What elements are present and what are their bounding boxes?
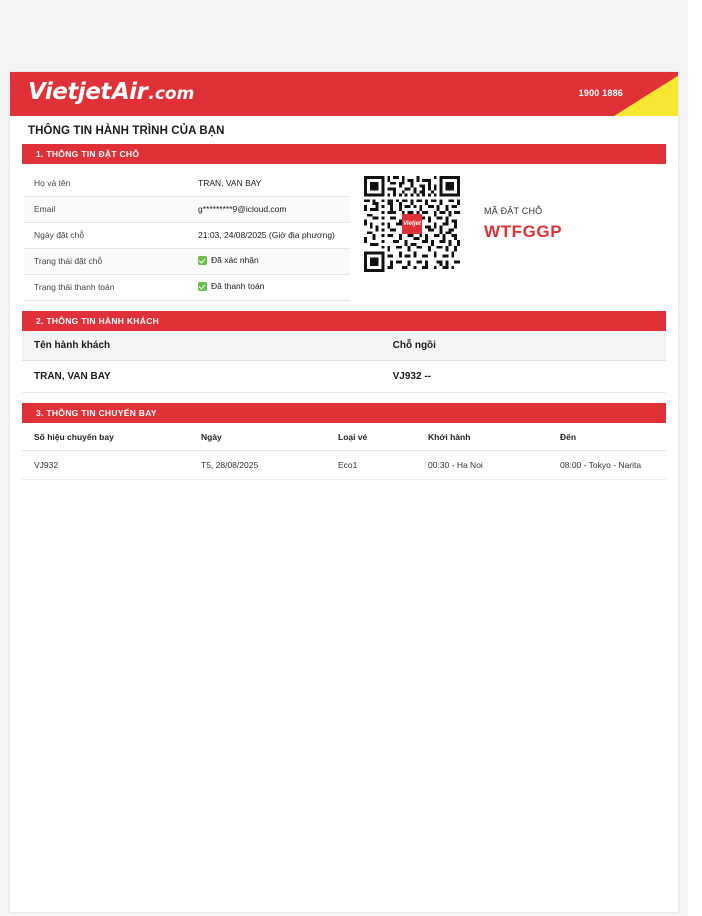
status-badge [198, 255, 259, 265]
table-row [24, 196, 350, 222]
status-badge [198, 281, 264, 291]
row-value: g*********9@icloud.com [188, 196, 350, 222]
right-gutter [688, 0, 702, 916]
cell-passenger-name: TRAN, VAN BAY [22, 360, 383, 392]
table-row [22, 360, 666, 392]
column-header-fare-type: Loại vé [332, 423, 422, 451]
logo-text-viet: Vietjet [28, 79, 111, 105]
status-text: Đã xác nhận [211, 255, 259, 266]
hotline-number: 1900 1886 [578, 88, 623, 98]
column-header-passenger-name: Tên hành khách [22, 331, 383, 361]
logo-text-air: Air [111, 79, 148, 105]
row-label: Email [24, 196, 188, 222]
cell-date: T5, 28/08/2025 [195, 450, 332, 479]
status-text: Đã thanh toán [211, 281, 265, 292]
booking-info-table [24, 170, 350, 301]
table-row [24, 170, 350, 196]
itinerary-document [10, 72, 678, 912]
qr-center-brand-mark [402, 214, 422, 234]
yellow-swoosh-decoration [614, 72, 678, 116]
qr-and-pnr-area [350, 170, 666, 301]
check-icon [198, 256, 207, 265]
flight-table [22, 423, 666, 480]
row-value [188, 248, 350, 274]
table-row [24, 222, 350, 248]
brand-header [10, 72, 678, 116]
pnr-block [460, 176, 562, 242]
table-header-row [22, 331, 666, 361]
cell-departure: 00:30 - Ha Noi [422, 450, 554, 479]
booking-info-block [22, 164, 666, 301]
column-header-departure: Khởi hành [422, 423, 554, 451]
row-label: Họ và tên [24, 170, 188, 196]
column-header-seat: Chỗ ngồi [383, 331, 666, 361]
column-header-date: Ngày [195, 423, 332, 451]
cell-fare-type: Eco1 [332, 450, 422, 479]
row-value: 21:03, 24/08/2025 (Giờ địa phương) [188, 222, 350, 248]
cell-flight-number: VJ932 [22, 450, 195, 479]
vietjet-logo[interactable] [28, 81, 194, 104]
row-label: Ngày đặt chỗ [24, 222, 188, 248]
section-header-booking: 1. THÔNG TIN ĐẶT CHỖ [22, 144, 666, 164]
section-header-passenger: 2. THÔNG TIN HÀNH KHÁCH [22, 311, 666, 331]
column-header-arrival: Đến [554, 423, 666, 451]
section-header-flight: 3. THÔNG TIN CHUYẾN BAY [22, 403, 666, 423]
page-title: THÔNG TIN HÀNH TRÌNH CỦA BẠN [28, 125, 225, 137]
row-label: Trạng thái thanh toán [24, 274, 188, 300]
row-value [188, 274, 350, 300]
table-row [24, 274, 350, 300]
row-label: Trạng thái đặt chỗ [24, 248, 188, 274]
cell-seat: VJ932 -- [383, 360, 666, 392]
table-row [24, 248, 350, 274]
qr-code-icon [364, 176, 460, 272]
pnr-code: WTFGGP [484, 222, 563, 241]
check-icon [198, 282, 207, 291]
passenger-table [22, 331, 666, 393]
table-row [22, 450, 666, 479]
pnr-label: MÃ ĐẶT CHỖ [484, 206, 543, 216]
row-value: TRAN, VAN BAY [188, 170, 350, 196]
cell-arrival: 08:00 - Tokyo - Narita [554, 450, 666, 479]
logo-text-dotcom: .com [148, 84, 195, 104]
qr-center-logo-text: Vietjet [403, 221, 421, 227]
column-header-flight-number: Số hiệu chuyến bay [22, 423, 195, 451]
document-empty-space [10, 480, 678, 910]
table-header-row [22, 423, 666, 451]
